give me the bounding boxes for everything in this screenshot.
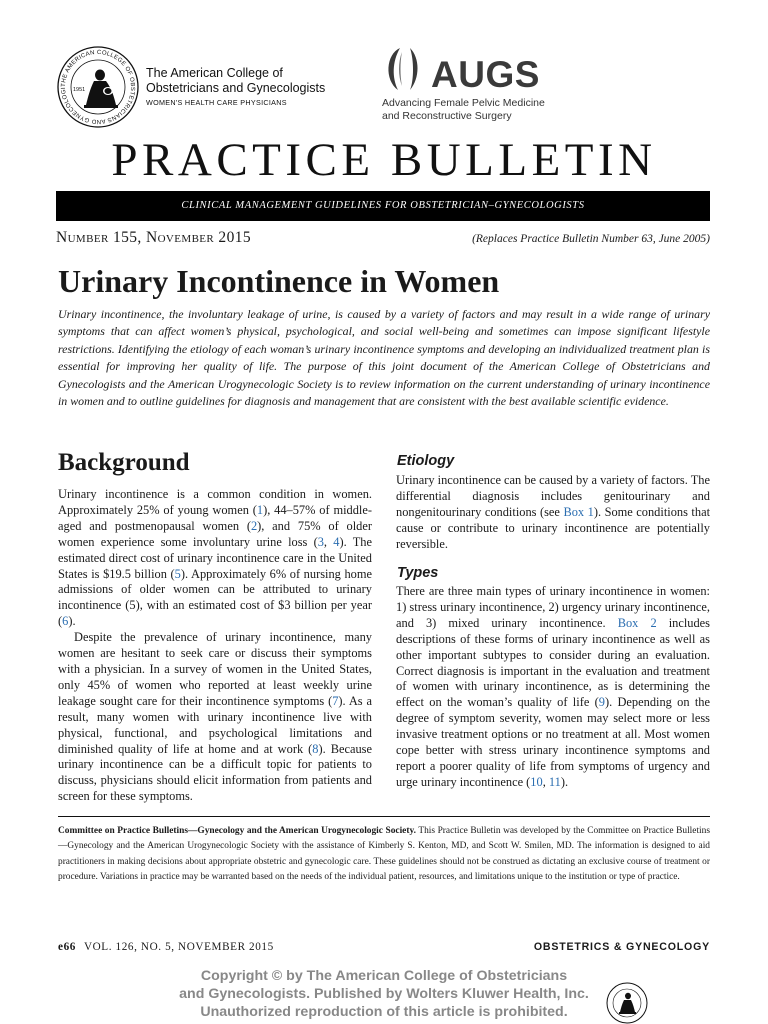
citation-link[interactable]: 3 (317, 534, 324, 549)
citation-link[interactable]: 1 (256, 502, 264, 517)
volume-info: VOL. 126, NO. 5, NOVEMBER 2015 (83, 941, 274, 953)
types-body (396, 584, 710, 791)
citation-link[interactable]: 7 (332, 693, 339, 708)
citation-link[interactable]: 6 (62, 614, 69, 629)
acog-seal-logo (56, 45, 140, 129)
text-run: ). (68, 614, 76, 629)
svg-text:THE AMERICAN COLLEGE OF OBSTET: THE AMERICAN COLLEGE OF OBSTETRICIANS AND GYNECOLOGI (60, 49, 136, 125)
etiology-heading: Etiology (397, 453, 455, 469)
journal-name: OBSTETRICS & GYNECOLOGY (533, 941, 710, 953)
augs-tagline-line2: and Reconstructive Surgery (382, 109, 512, 122)
acog-name-line2: Obstetricians and Gynecologists (146, 81, 326, 95)
text-run: Urinary incontinence is a common condition in women. Approximately 25% of young women ( (58, 487, 372, 517)
copyright-line-2: and Gynecologists. Published by Wolters Kluwer Health, Inc. (179, 985, 589, 1002)
text-run: , (323, 534, 334, 549)
abstract: Urinary incontinence, the involuntary leakage of urine, is caused by a variety of factors and may result in a wide range of urinary symptoms that can affect women’s physical, psychological, and social well-being and sometimes can impose significant lifestyle restrictions. Identifying the etiology of each woman’s urinary incontinence symptoms and developing an individualized treatment plan is essential for improving her quality of life. The purpose of this joint document of the American College of Obstetricians and Gynecologists and the American Urogynecologic Society is to review information on the current understanding of urinary incontinence in women and to outline guidelines for diagnosis and management that are consistent with the best available scientific evidence. (58, 307, 710, 409)
background-paragraph-2 (58, 630, 372, 805)
copyright-notice (0, 968, 768, 1021)
acog-seal-small-logo (606, 982, 648, 1024)
citation-link[interactable]: 5 (174, 566, 181, 581)
types-paragraph (396, 584, 710, 791)
svg-text:1951: 1951 (73, 87, 86, 93)
box-1-link[interactable]: Box 1 (563, 504, 594, 519)
acog-tagline: WOMEN'S HEALTH CARE PHYSICIANS (146, 98, 287, 107)
background-body (58, 487, 372, 805)
types-heading: Types (397, 565, 439, 581)
text-run: Urinary incontinence can be caused by a variety of factors. The differential diagnosis includes genitourinary and nongenitourinary conditions (see (396, 473, 710, 519)
text-run: , (542, 774, 549, 789)
citation-link[interactable]: 11 (548, 774, 561, 789)
committee-note (58, 824, 710, 885)
citation-link[interactable]: 8 (312, 741, 319, 756)
text-run: ). As a result, many women with urinary incontinence live with physical, functional, and psychological limitations and diminished quality of life at home and at work ( (58, 693, 372, 756)
committee-name: Committee on Practice Bulletins—Gynecology and the American Urogynecologic Society. (58, 826, 416, 836)
text-run: ). Some conditions that cause or contribute to urinary incontinence are potentially reversible. (396, 504, 711, 551)
text-run: Despite the prevalence of urinary incontinence, many women are hesitant to seek care or discuss their symptoms with a physician. In a survey of women in the United States, only 45% of women who reported at least weekly urine leakage sought care for their incontinence symptoms ( (58, 630, 372, 708)
issue-number: Number 155, November 2015 (56, 229, 252, 246)
replaces-note: (Replaces Practice Bulletin Number 63, June 2005) (472, 233, 710, 245)
acog-name-block (146, 66, 325, 107)
augs-tagline-line1: Advancing Female Pelvic Medicine (382, 97, 545, 109)
text-run: includes descriptions of these forms of urinary incontinence as well as other important subtypes to consider during an evaluation. Correct diagnosis is important in the evaluation and treatment of women with urinary incontinence, as is determining the effect on the woman’s quality of life ( (396, 615, 711, 710)
background-paragraph-1 (58, 487, 372, 630)
committee-text: This Practice Bulletin was developed by the Committee on Practice Bulletins—Gynecology and the American Urogynecologic Society with the assistance of Kimberly S. Kenton, MD, and Scott W. Smilen, MD. The information is designed to aid practitioners in making decisions about appropriate obstetric and gynecologic care. These guidelines should not be construed as dictating an exclusive course of treatment or procedure. Variations in practice may be warranted based on the needs of the individual patient, resources, and limitations unique to the institution or type of practice. (58, 826, 710, 882)
citation-link[interactable]: 9 (598, 695, 605, 710)
augs-logo-mark (380, 44, 426, 94)
text-run: ). The estimated direct cost of urinary incontinence care in the United States is $19.5 billion ( (58, 534, 372, 581)
background-heading: Background (58, 449, 190, 476)
text-run: There are three main types of urinary incontinence in women: 1) stress urinary incontinence, 2) urgency urinary incontinence, and 3) mixed urinary incontinence. (396, 584, 710, 630)
augs-tagline (382, 97, 545, 122)
augs-logo-text: AUGS (431, 54, 540, 95)
citation-link[interactable]: 4 (333, 534, 340, 549)
etiology-paragraph (396, 473, 710, 553)
text-run: ), 44–57% of middle-aged and postmenopausal women ( (58, 502, 372, 533)
practice-bulletin-title: PRACTICE BULLETIN (111, 134, 657, 186)
footer-divider (58, 816, 710, 817)
acog-name-line1: The American College of (146, 66, 283, 80)
text-run: ). Depending on the degree of symptom severity, women may select more or less invasive treatment options or no treatment at all. Most women cope better with stress urinary incontinence symptoms and report a poorer quality of life from symptoms of urgency and urge urinary incontinence ( (396, 695, 710, 789)
page-number: e66 (58, 941, 76, 953)
text-run: ). Because urinary incontinence can be a difficult topic for patients to discuss, physicians should elicit information from patients and screen for these symptoms. (58, 741, 372, 804)
box-2-link[interactable]: Box 2 (617, 615, 657, 630)
copyright-line-3: Unauthorized reproduction of this article is prohibited. (200, 1003, 568, 1020)
guidelines-banner: CLINICAL MANAGEMENT GUIDELINES FOR OBSTETRICIAN–GYNECOLOGISTS (56, 191, 710, 221)
citation-link[interactable]: 2 (250, 518, 258, 533)
text-run: ). (560, 774, 569, 789)
etiology-body (396, 473, 710, 553)
text-run: ), and 75% of older women experience some involuntary urine loss ( (58, 518, 372, 549)
citation-link[interactable]: 10 (530, 774, 543, 789)
text-run: ). Approximately 6% of nursing home admissions of older women can be attributed to urinary incontinence (5), with an estimated cost of $3 billion per year ( (58, 566, 372, 629)
article-title: Urinary Incontinence in Women (58, 263, 500, 299)
copyright-line-1: Copyright © by The American College of Obstetricians (200, 968, 568, 984)
page-folio (58, 941, 274, 954)
